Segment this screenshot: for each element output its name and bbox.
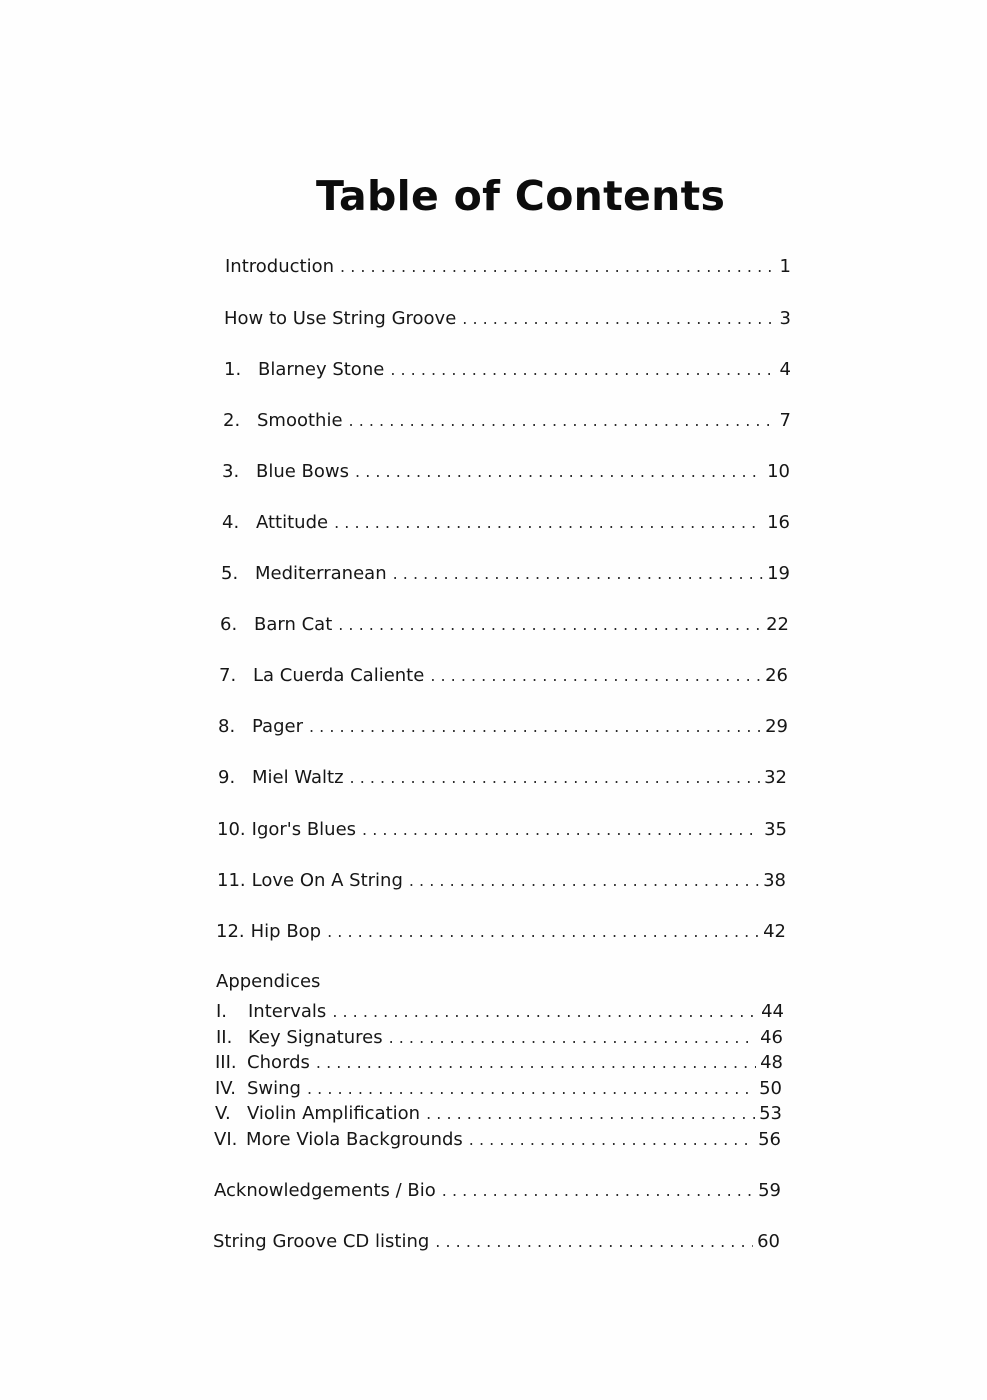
dot-leader [462, 308, 775, 330]
toc-entry-tune-8[interactable] [218, 716, 788, 738]
dot-leader [309, 716, 761, 738]
dot-leader [362, 819, 760, 841]
toc-entry-number: 7. [219, 665, 237, 686]
dot-leader [430, 665, 761, 687]
toc-entry-number: II. [216, 1027, 233, 1048]
dot-leader [355, 461, 763, 483]
toc-entry-cd-listing[interactable] [213, 1231, 780, 1253]
dot-leader [393, 563, 763, 585]
toc-entry-label: Smoothie [257, 410, 343, 431]
toc-entry-appendix-5[interactable] [215, 1101, 782, 1126]
appendices-heading: Appendices [216, 971, 321, 992]
toc-entry-label: Blarney Stone [258, 359, 385, 380]
toc-page-number: 3 [779, 308, 791, 329]
toc-entry-label: Attitude [256, 512, 329, 533]
dot-leader [350, 767, 761, 789]
toc-entry-label: Swing [247, 1078, 301, 1099]
toc-entry-number: 12. [216, 921, 245, 942]
toc-entry-number: 11. [217, 870, 246, 891]
toc-entry-tune-7[interactable] [219, 665, 788, 687]
toc-entry-tune-3[interactable] [222, 461, 790, 483]
toc-entry-label: Igor's Blues [251, 819, 357, 840]
toc-entry-label: Violin Amplification [247, 1103, 421, 1124]
toc-page-number: 19 [767, 563, 790, 584]
toc-page-number: 32 [764, 767, 787, 788]
dot-leader [409, 870, 759, 892]
toc-entry-label: Chords [247, 1052, 310, 1073]
toc-entry-number: 1. [224, 359, 242, 380]
toc-page-number: 53 [759, 1103, 782, 1124]
toc-entry-tune-4[interactable] [222, 512, 790, 534]
toc-entry-number: 10. [217, 819, 246, 840]
toc-entry-label: Blue Bows [256, 461, 350, 482]
toc-entry-appendix-3[interactable] [215, 1050, 783, 1075]
dot-leader [327, 921, 759, 943]
toc-entry-number: I. [216, 1001, 228, 1022]
dot-leader [390, 359, 775, 381]
toc-page-number: 59 [758, 1180, 781, 1201]
dot-leader [435, 1231, 753, 1253]
toc-entry-tune-2[interactable] [223, 410, 791, 432]
dot-leader [349, 410, 776, 432]
toc-page-number: 22 [766, 614, 789, 635]
toc-page-number: 50 [759, 1078, 782, 1099]
dot-leader [332, 999, 757, 1024]
toc-entry-appendix-6[interactable] [214, 1127, 781, 1152]
toc-entry-label: Pager [252, 716, 303, 737]
toc-page-number: 35 [764, 819, 787, 840]
toc-entry-number: 3. [222, 461, 240, 482]
toc-entry-appendix-4[interactable] [215, 1076, 782, 1101]
page-title: Table of Contents [316, 172, 726, 220]
dot-leader [338, 614, 762, 636]
dot-leader [442, 1180, 754, 1202]
toc-entry-tune-12[interactable] [216, 921, 786, 943]
toc-entry-label: Intervals [248, 1001, 327, 1022]
toc-page-number: 48 [760, 1052, 783, 1073]
toc-page-number: 4 [779, 359, 791, 380]
toc-entry-number: 2. [223, 410, 241, 431]
toc-entry-label: String Groove CD listing [213, 1231, 430, 1252]
toc-entry-tune-1[interactable] [224, 359, 791, 381]
toc-page-number: 29 [765, 716, 788, 737]
toc-entry-label: Introduction [225, 256, 335, 277]
dot-leader [389, 1025, 757, 1050]
toc-entry-number: 6. [220, 614, 238, 635]
toc-page-number: 16 [767, 512, 790, 533]
toc-page-number: 46 [760, 1027, 783, 1048]
toc-entry-how-to-use[interactable] [224, 308, 791, 330]
toc-page-number: 56 [758, 1129, 781, 1150]
toc-entry-number: 5. [221, 563, 239, 584]
toc-entry-tune-9[interactable] [218, 767, 787, 789]
dot-leader [307, 1076, 755, 1101]
toc-page-number: 42 [763, 921, 786, 942]
toc-entry-acknowledgements[interactable] [214, 1180, 781, 1202]
toc-entry-tune-6[interactable] [220, 614, 789, 636]
toc-page-number: 7 [779, 410, 791, 431]
dot-leader [316, 1050, 756, 1075]
toc-entry-label: Love On A String [251, 870, 403, 891]
toc-page-number: 1 [779, 256, 791, 277]
toc-entry-label: Key Signatures [248, 1027, 383, 1048]
toc-entry-label: Barn Cat [254, 614, 333, 635]
toc-entry-label: Miel Waltz [252, 767, 344, 788]
toc-entry-label: Acknowledgements / Bio [214, 1180, 436, 1201]
toc-entry-tune-5[interactable] [221, 563, 790, 585]
toc-page-number: 44 [761, 1001, 784, 1022]
toc-entry-label: Mediterranean [255, 563, 387, 584]
toc-entry-label: How to Use String Groove [224, 308, 457, 329]
toc-entry-label: La Cuerda Caliente [253, 665, 425, 686]
toc-page-number: 26 [765, 665, 788, 686]
toc-page-number: 38 [763, 870, 786, 891]
toc-page-number: 60 [757, 1231, 780, 1252]
toc-entry-number: V. [215, 1103, 231, 1124]
toc-entry-label: Hip Bop [250, 921, 322, 942]
toc-entry-label: More Viola Backgrounds [246, 1129, 463, 1150]
toc-entry-number: 4. [222, 512, 240, 533]
toc-entry-number: 9. [218, 767, 236, 788]
toc-entry-number: VI. [214, 1129, 238, 1150]
toc-page-number: 10 [767, 461, 790, 482]
toc-entry-introduction[interactable] [225, 256, 791, 278]
toc-entry-tune-10[interactable] [217, 819, 787, 841]
dot-leader [340, 256, 776, 278]
dot-leader [469, 1127, 754, 1152]
toc-entry-number: III. [215, 1052, 237, 1073]
toc-entry-appendix-2[interactable] [216, 1025, 783, 1050]
toc-entry-tune-11[interactable] [217, 870, 786, 892]
dot-leader [426, 1101, 755, 1126]
toc-entry-number: 8. [218, 716, 236, 737]
toc-entry-appendix-1[interactable] [216, 999, 784, 1024]
toc-entry-number: IV. [215, 1078, 237, 1099]
dot-leader [334, 512, 763, 534]
